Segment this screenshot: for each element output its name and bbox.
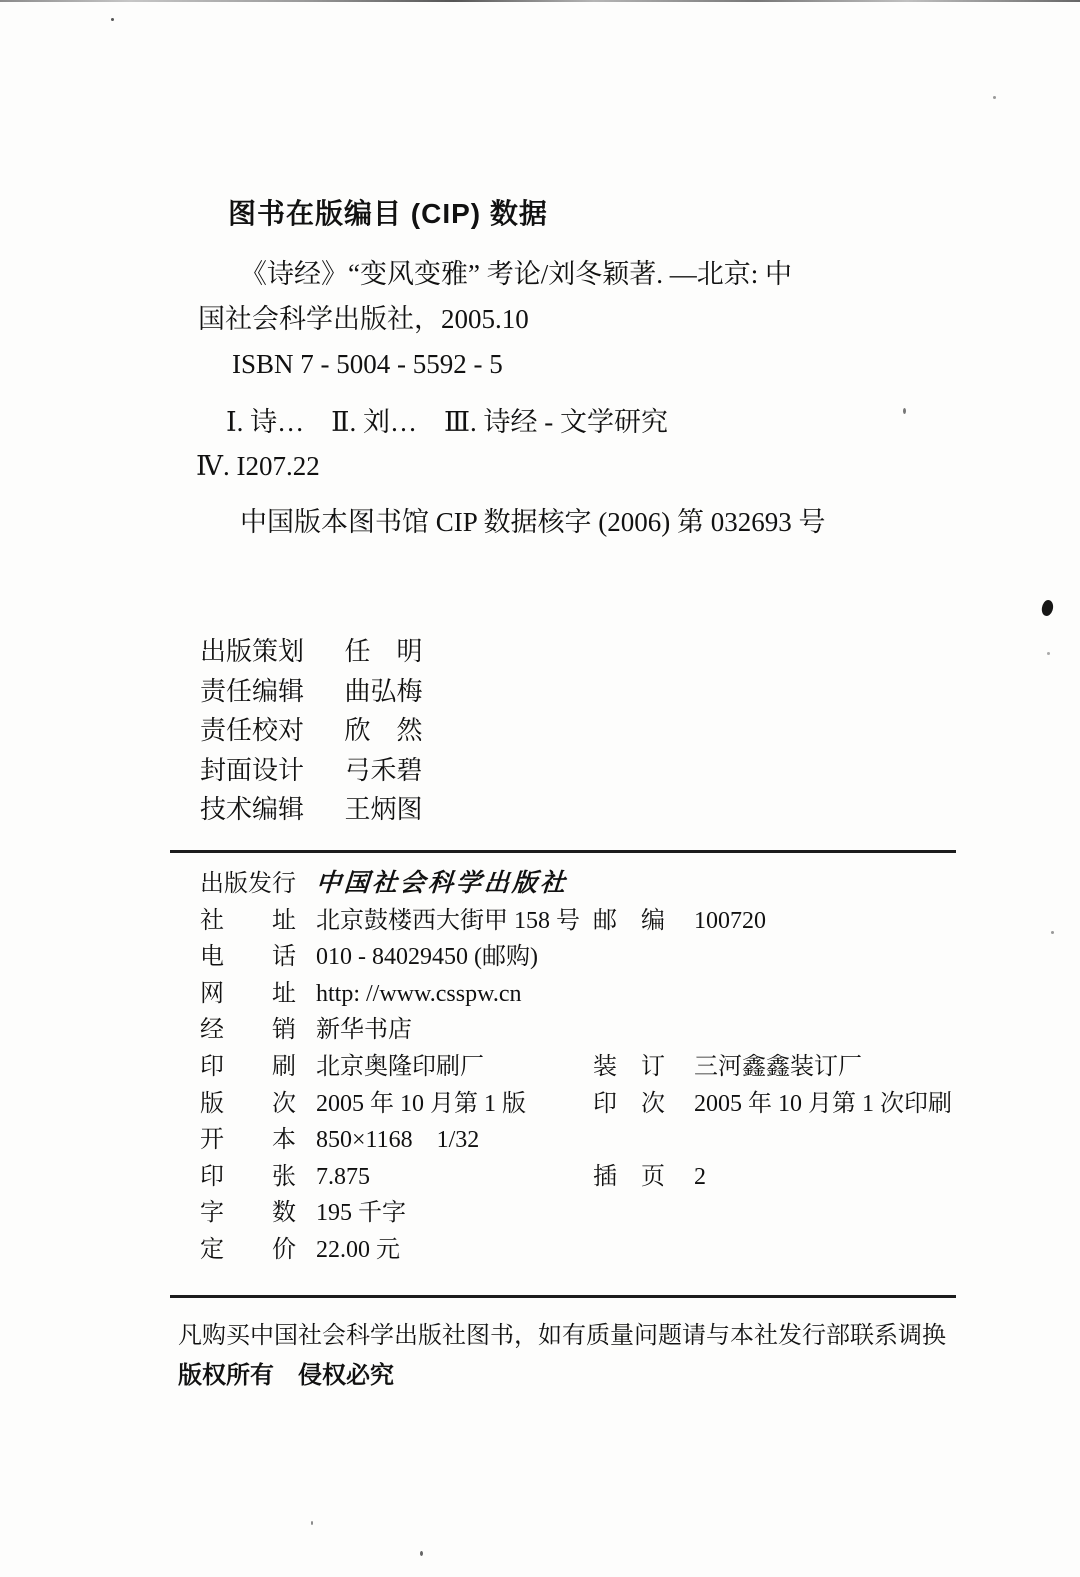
colophon-right-label: 邮 编	[593, 907, 665, 934]
book-title-line-2: 国社会科学出版社，2005.10	[198, 304, 529, 334]
colophon-value: 2005 年 10 月第 1 版	[316, 1090, 526, 1117]
colophon-row-sheets	[200, 1159, 1000, 1196]
credit-row	[200, 790, 423, 830]
copyright-notice-line: 版权所有 侵权必究	[178, 1362, 394, 1389]
quality-notice-line: 凡购买中国社会科学出版社图书，如有质量问题请与本社发行部联系调换	[178, 1322, 946, 1349]
colophon-value: 22.00 元	[316, 1236, 400, 1263]
scan-speck	[420, 1551, 423, 1556]
colophon-label: 社 址	[200, 907, 296, 934]
colophon-row-address	[200, 903, 1000, 940]
colophon-row-format	[200, 1122, 1000, 1159]
colophon-value: 7.875	[316, 1163, 370, 1190]
colophon-row-wordcount	[200, 1195, 1000, 1232]
cip-record-number-line: 中国版本图书馆 CIP 数据核字 (2006) 第 032693 号	[240, 507, 826, 537]
credit-role: 出版策划	[200, 637, 305, 666]
colophon-row-website	[200, 976, 1000, 1013]
colophon-value: 北京鼓楼西大街甲 158 号	[316, 907, 580, 934]
scan-speck	[1047, 652, 1050, 655]
scan-speck	[993, 96, 996, 99]
colophon-value: 新华书店	[316, 1017, 412, 1044]
colophon-label: 定 价	[200, 1236, 296, 1263]
credit-role: 技术编辑	[200, 795, 305, 825]
colophon-value: 850×1168 1/32	[316, 1127, 480, 1154]
colophon-label: 网 址	[200, 980, 296, 1007]
credit-row	[200, 632, 423, 672]
colophon-row-printer	[200, 1049, 1000, 1086]
credit-row	[200, 672, 423, 712]
scan-speck	[311, 1521, 313, 1525]
credit-name: 任 明	[344, 637, 423, 666]
credit-row	[200, 751, 423, 791]
ink-blot-artifact	[1040, 599, 1055, 618]
credit-name: 王炳图	[344, 795, 423, 825]
credit-name: 曲弘梅	[344, 676, 423, 706]
colophon-right-value: 2005 年 10 月第 1 次印刷	[694, 1090, 952, 1117]
colophon-label: 印 刷	[200, 1053, 296, 1080]
scan-speck	[903, 408, 906, 414]
credit-row	[200, 711, 423, 751]
credit-name: 弓禾碧	[344, 755, 423, 785]
colophon-right-value: 2	[694, 1163, 706, 1190]
colophon-right-value: 三河鑫鑫装订厂	[694, 1053, 862, 1080]
cip-entry-block	[198, 252, 898, 387]
credit-role: 责任校对	[200, 716, 305, 746]
colophon-block	[200, 866, 1000, 1269]
book-title-line-1: 《诗经》“变风变雅” 考论/刘冬颖著. —北京: 中	[240, 259, 792, 289]
colophon-row-phone	[200, 939, 1000, 976]
colophon-row-distributor	[200, 1012, 1000, 1049]
isbn-line: ISBN 7 - 5004 - 5592 - 5	[232, 349, 503, 379]
colophon-label: 开 本	[200, 1127, 296, 1154]
divider-rule-bottom	[170, 1295, 956, 1298]
divider-rule-top	[170, 850, 956, 853]
credit-name: 欣 然	[344, 716, 423, 746]
colophon-right-label: 印 次	[593, 1090, 665, 1117]
footer-block	[178, 1316, 946, 1396]
colophon-value: 北京奥隆印刷厂	[316, 1053, 484, 1080]
scan-edge-artifact	[0, 0, 1080, 2]
colophon-label: 字 数	[200, 1200, 296, 1227]
colophon-right-label: 装 订	[593, 1053, 665, 1080]
colophon-label: 出版发行	[200, 871, 296, 897]
scan-speck	[111, 18, 114, 21]
colophon-label: 印 张	[200, 1163, 296, 1190]
staff-credits-block	[200, 632, 423, 830]
colophon-value: 010 - 84029450 (邮购)	[316, 944, 538, 971]
colophon-value: http: //www.csspw.cn	[316, 980, 522, 1007]
classification-line-1: Ⅰ. 诗… Ⅱ. 刘… Ⅲ. 诗经 - 文学研究	[226, 407, 669, 437]
colophon-row-price	[200, 1232, 1000, 1269]
classification-line-2: Ⅳ. I207.22	[196, 451, 320, 481]
scan-speck	[1051, 931, 1054, 934]
publisher-logo-script: 中国社会科学出版社	[315, 870, 570, 897]
cip-classification-block	[196, 400, 668, 488]
cip-header-title: 图书在版编目 (CIP) 数据	[228, 198, 548, 229]
credit-role: 封面设计	[200, 755, 305, 785]
colophon-right-value: 100720	[694, 907, 766, 934]
colophon-label: 电 话	[200, 944, 296, 971]
colophon-label: 经 销	[200, 1017, 296, 1044]
colophon-label: 版 次	[200, 1090, 296, 1117]
colophon-value: 195 千字	[316, 1200, 406, 1227]
colophon-row-publisher	[200, 866, 1000, 903]
credit-role: 责任编辑	[200, 676, 305, 706]
colophon-row-edition	[200, 1086, 1000, 1123]
colophon-right-label: 插 页	[593, 1163, 665, 1190]
